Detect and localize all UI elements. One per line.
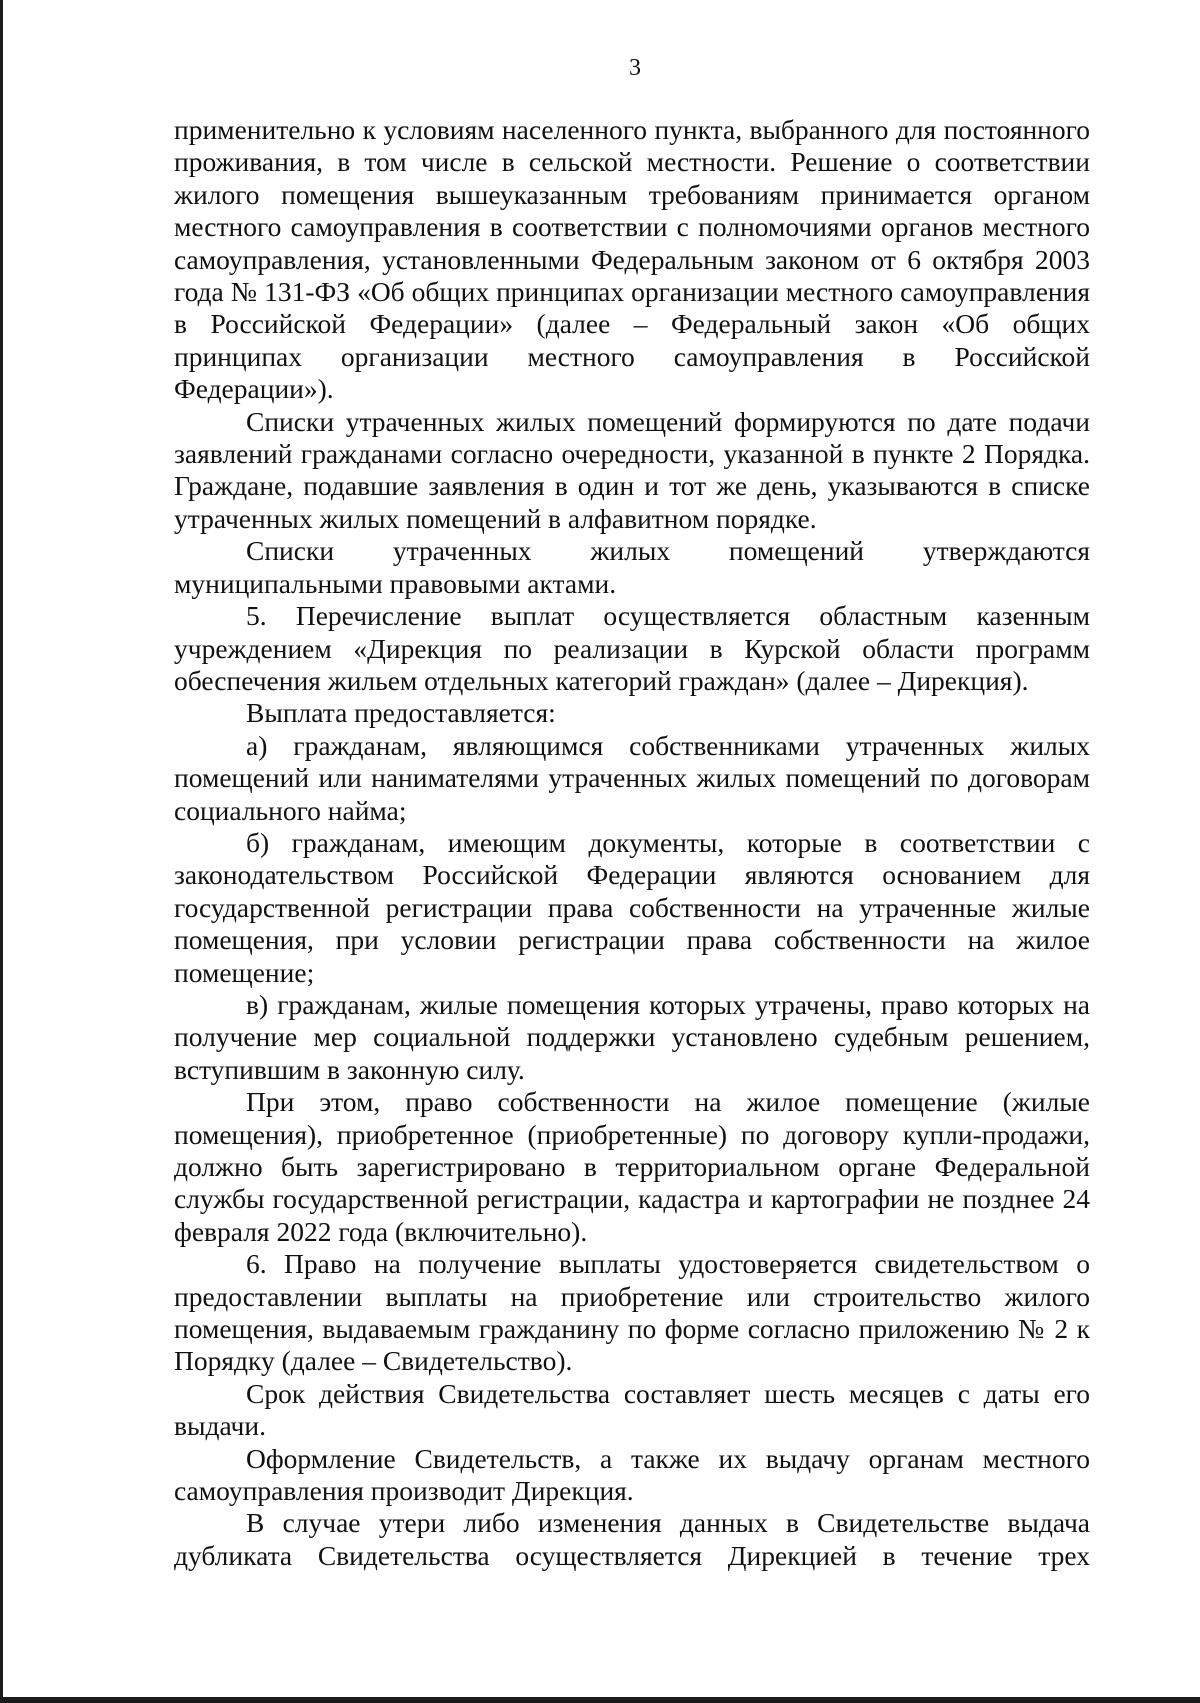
paragraph-certificate-issuance: Оформление Свидетельств, а также их выдачу органам местного самоуправления производит Дирекция.	[174, 1442, 1090, 1507]
paragraph-subitem-v: в) гражданам, жилые помещения которых утрачены, право которых на получение мер социальной поддержки установлено судебным решением, вступившим в законную силу.	[174, 988, 1090, 1085]
paragraph-certificate-validity: Срок действия Свидетельства составляет шесть месяцев с даты его выдачи.	[174, 1377, 1090, 1442]
paragraph-continuation: применительно к условиям населенного пункта, выбранного для постоянного проживания, в том числе в сельской местности. Решение о соответствии жилого помещения вышеуказанным требованиям принимается органом местного самоуправления в соответствии с полномочиями органов местного самоуправления, установленными Федеральным законом от 6 октября 2003 года № 131-ФЗ «Об общих принципах организации местного самоуправления в Российской Федерации» (далее – Федеральный закон «Об общих принципах организации местного самоуправления в Российской Федерации»).	[174, 114, 1090, 405]
paragraph-lists-approval: Списки утраченных жилых помещений утверждаются муниципальными правовыми актами.	[174, 535, 1090, 599]
paragraph-ownership-registration: При этом, право собственности на жилое помещение (жилые помещения), приобретенное (приобретенные) по договору купли-продажи, должно быть зарегистрировано в территориальном органе Федеральной службы государственной регистрации, кадастра и картографии не позднее 24 февраля 2022 года (включительно).	[174, 1086, 1090, 1247]
document-body	[174, 114, 1090, 1572]
paragraph-certificate-duplicate: В случае утери либо изменения данных в Свидетельстве выдача дубликата Свидетельства осуществляется Дирекцией в течение трех	[174, 1507, 1090, 1571]
paragraph-item-5: 5. Перечисление выплат осуществляется областным казенным учреждением «Дирекция по реализации в Курской области программ обеспечения жильем отдельных категорий граждан» (далее – Дирекция).	[174, 600, 1090, 696]
paragraph-lists-formation: Списки утраченных жилых помещений формируются по дате подачи заявлений гражданами согласно очередности, указанной в пункте 2 Порядка. Граждане, подавшие заявления в один и тот же день, указываются в списке утраченных жилых помещений в алфавитном порядке.	[174, 405, 1090, 534]
page-left-edge	[0, 0, 3, 1703]
paragraph-subitem-b: б) гражданам, имеющим документы, которые в соответствии с законодательством Российской Федерации являются основанием для государственной регистрации права собственности на утраченные жилые помещения, при условии регистрации права собственности на жилое помещение;	[174, 826, 1090, 988]
paragraph-subitem-a: а) гражданам, являющимся собственниками утраченных жилых помещений или нанимателями утраченных жилых помещений по договорам социального найма;	[174, 729, 1090, 826]
paragraph-item-6: 6. Право на получение выплаты удостоверяется свидетельством о предоставлении выплаты на приобретение или строительство жилого помещения, выдаваемым гражданину по форме согласно приложению № 2 к Порядку (далее – Свидетельство).	[174, 1248, 1090, 1377]
page-bottom-edge	[0, 1697, 1200, 1703]
page-number: 3	[629, 55, 641, 81]
paragraph-payment-provided: Выплата предоставляется:	[246, 697, 556, 729]
